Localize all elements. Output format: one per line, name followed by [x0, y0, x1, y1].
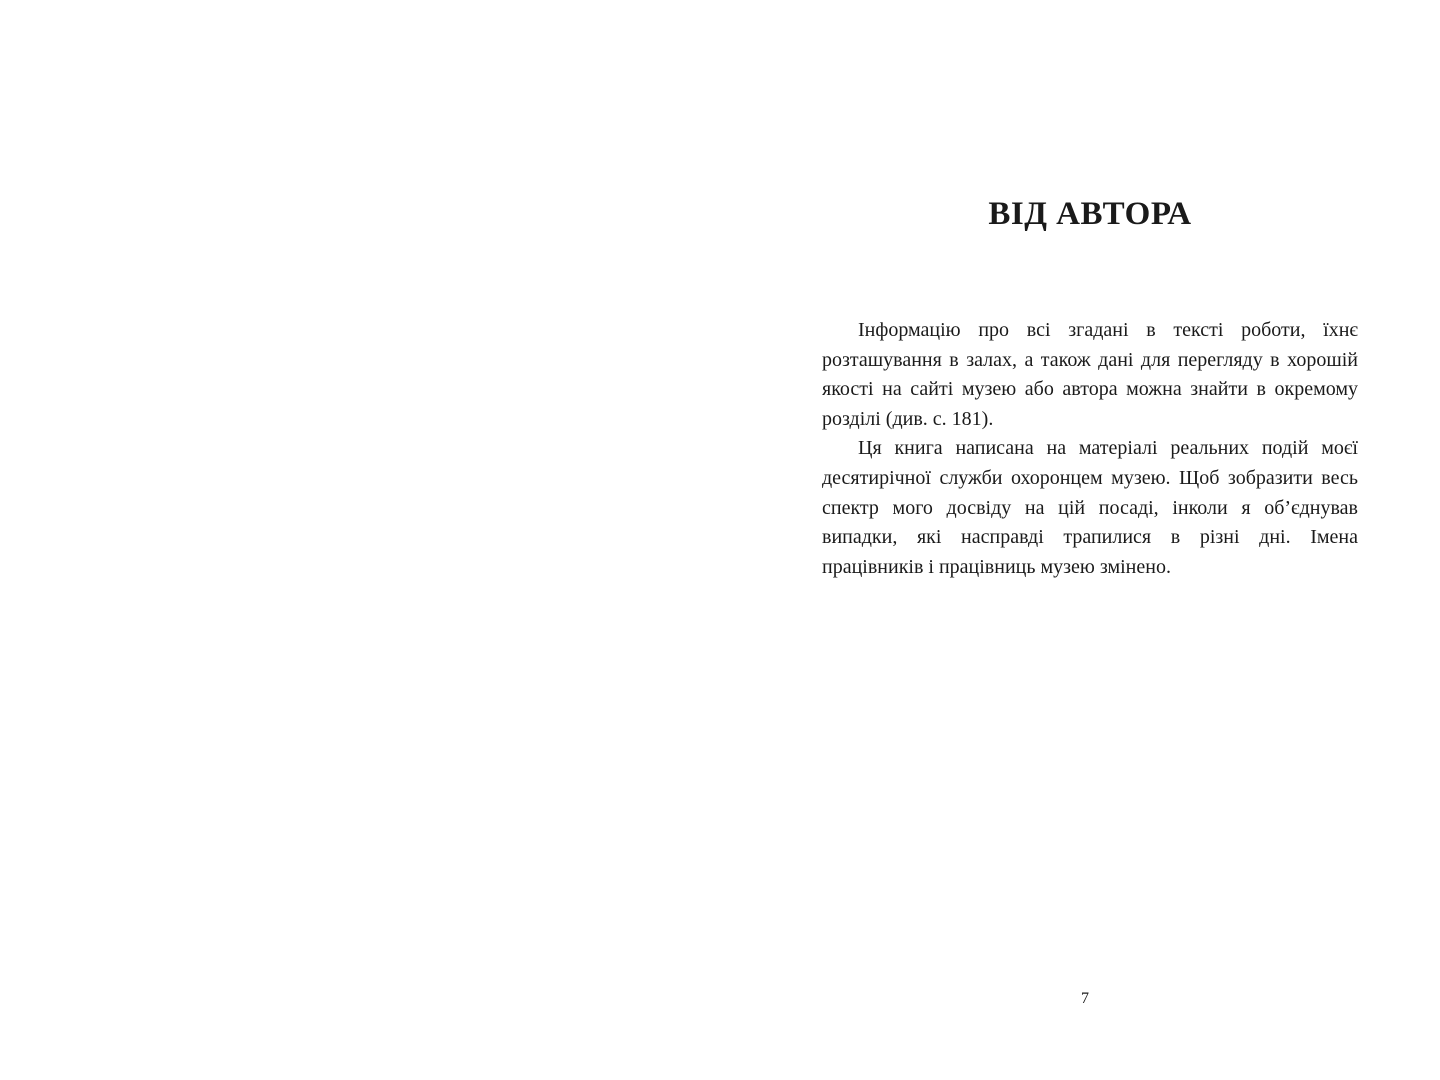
paragraph-1: Інформацію про всі згадані в тексті роботи, їхнє розташування в залах, а також дані для перегляду в хорошій якості на сайті музею або автора можна знайти в окремому розділі (див. с. 181). — [822, 319, 1358, 430]
page-number: 7 — [1081, 990, 1089, 1007]
body-text — [822, 316, 1358, 582]
chapter-title: ВІД АВТОРА — [988, 196, 1192, 232]
paragraph-2: Ця книга написана на матеріалі реальних подій моєї десятирічної служби охоронцем музею. Щоб зобразити весь спектр мого досвіду на цій посаді, інколи я об’єднував випадки, які насправді трапилися в різні дні. Імена працівників і працівниць музею змінено. — [822, 437, 1358, 578]
right-page — [720, 0, 1440, 1080]
